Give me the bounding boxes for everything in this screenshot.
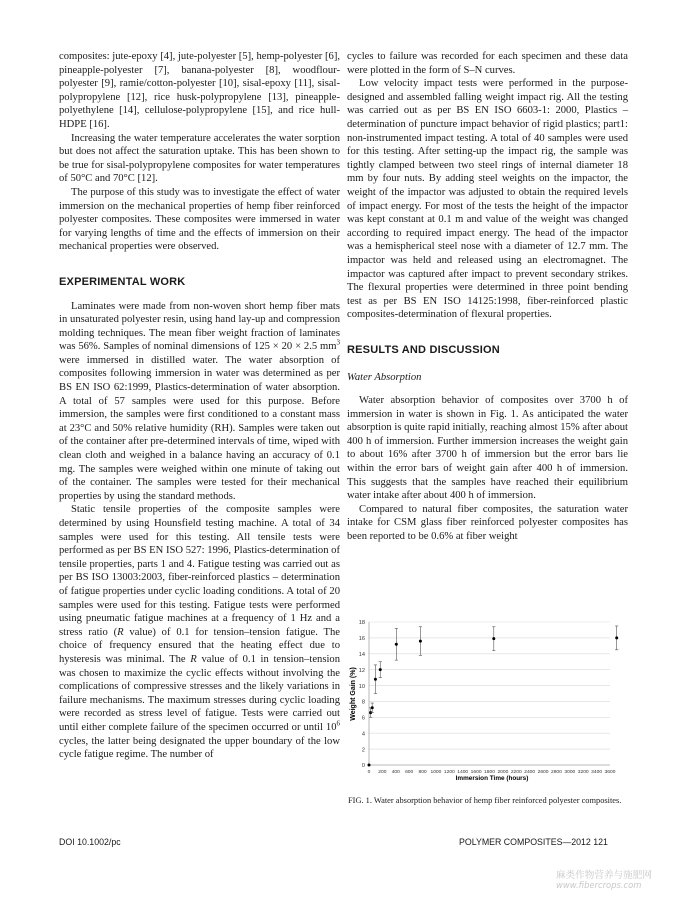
x-tick-label: 1800 [484,770,495,775]
x-tick-label: 1400 [457,770,469,775]
x-tick-label: 3400 [591,770,603,775]
x-tick-label: 3200 [577,770,589,775]
paragraph: Increasing the water temperature accelerates the water sorption but does not affect the saturation uptake. This has been shown to be true for sisal-polypropylene composites for water temperatures of 50°C and 70°C [12]. [59,132,340,185]
y-tick-label: 18 [358,620,365,627]
data-point [368,764,371,767]
footer-doi: DOI 10.1002/pc [59,837,121,847]
paragraph: Static tensile properties of the composite samples were determined by using Hounsfield testing machine. A total of 34 samples were used for this testing. All tensile tests were performed as per BS EN ISO 527: 1996, Plastics-determination of tensile properties, parts 1 and 4. Fatigue testing was carried out as per BS ISO 13003:2003, fiber-reinforced plastics – determination of fatigue properties under cyclic loading conditions. A total of 20 samples were used for this testing. Fatigue tests were performed using pneumatic fatigue machines at a frequency of 1 Hz and a stress ratio (R value) of 0.1 for tension–tension fatigue. The choice of frequency ensured that the heating effect due to hysteresis was minimal. The R value of 0.1 in tension–tension was chosen to maximize the cyclic effects without involving the complications of compressive stresses and the likely variations in failure mechanisms. The maximum stresses during cyclic loading were recorded as stress level of fatigue. Tests were carried out until either complete failure of the specimen occurred or until $10^6$ cycles, the latter being designated the upper boundary of the low cycle fatigue regime. The number of [59,504,340,761]
paragraph: composites: jute-epoxy [4], jute-polyester [5], hemp-polyester [6], pineapple-polyester [7], banana-polyester [8], woodflour-polyester [9], ramie/cotton-polyester [10], sisal-epoxy [11], sisal-polypropylene [12], rice husk-polypropylene [13], pineapple-polyethylene [14], cellulose-polypropylene [15], and rice hull-HDPE [16]. [59,51,340,130]
chart-axes [369,622,610,765]
x-tick-label: 2000 [497,770,509,775]
paragraph: Low velocity impact tests were performed in the purpose-designed and assembled falling weight impact rig. All the testing was carried out as per BS EN ISO 6603-1: 2000, Plastics – determination of puncture impact behavior of rigid plastics; part1: non-instrumented impact testing. A total of 40 samples were used for this testing. After setting-up the impact rig, the sample was tightly clamped between two steel rings of internal diameter 18 mm by four nuts. By adding steel weights on the impactor, the weight of the impactor was adjusted to obtain the required levels of impact energy. For most of the tests the height of the impactor was kept constant at 0.1 m and value of the weight was changed according to required impact energy. The head of the impactor was a hemispherical steel nose with a diameter of 12.7 mm. The impactor was held and released using an electromagnet. The impactor was captured after impact to prevent secondary strikes. The flexural properties were determined in three point bending test as per BS EN ISO 14125:1998, fiber-reinforced plastic composites-determination of flexural properties. [347,78,628,321]
x-tick-label: 400 [391,770,400,775]
x-tick-label: 800 [418,770,427,775]
x-axis-label: Immersion Time (hours) [455,775,529,782]
x-tick-label: 2800 [550,770,562,775]
paragraph: Laminates were made from non-woven short hemp fiber mats in unsaturated polyester resin, using hand lay-up and compression molding techniques. The mean fiber weight fraction of laminates was 56%. Samples of nominal dimensions of 125 × 20 × 2.5 $mm^3$ were immersed in distilled water. The water absorption of composites following immersion in water was determined as per BS EN ISO 62:1999, Plastics-determination of water absorption. A total of 57 samples were used for this purpose. Before immersion, the samples were first conditioned to a constant mass at 23°C and 50% relative humidity (RH). Samples were taken out of the container after pre-determined intervals of time, wiped with clean cloth and weighed in a balance having an accuracy of 0.1 mg. The samples were weighed within one minute of taking out of the container. The samples were tested for their mechanical properties by using the standard methods. [59,300,340,502]
data-point [371,706,374,709]
section-heading-experimental: EXPERIMENTAL WORK [59,275,186,288]
y-tick-label: 0 [361,763,365,770]
x-tick-label: 2600 [537,770,549,775]
y-tick-label: 14 [358,651,365,658]
water-absorption-chart [348,614,620,790]
footer-journal: POLYMER COMPOSITES—2012 121 [459,837,608,847]
x-tick-label: 2400 [524,770,536,775]
watermark-title: 麻类作物营养与施肥网 [556,870,652,881]
y-tick-labels [359,620,365,769]
left-column [59,50,340,762]
watermark-url: www.fibercrops.com [556,880,642,890]
right-column [347,50,628,544]
x-tick-label: 0 [367,770,371,775]
x-tick-label: 1600 [470,770,482,775]
paragraph: cycles to failure was recorded for each specimen and these data were plotted in the form of S–N curves. [347,51,628,76]
x-tick-label: 3000 [564,770,576,775]
x-tick-label: 1000 [430,770,442,775]
y-tick-label: 4 [361,731,365,738]
x-tick-label: 1200 [443,770,455,775]
y-tick-label: 10 [358,683,365,690]
data-point [492,637,495,640]
data-point [379,668,382,671]
x-tick-label: 600 [405,770,414,775]
section-heading-results: RESULTS AND DISCUSSION [347,343,500,356]
data-point [374,678,377,681]
data-point [419,640,422,643]
paragraph: Water absorption behavior of composites over 3700 h of immersion in water is shown in Fig. 1. As anticipated the water absorption is quite rapid initially, reaching almost 15% after about 400 h of immersion. Further immersion increases the weight gain to about 16% after 3700 h of immersion but the error bars lie within the error bars of weight gain after 400 h of immersion. This suggests that the samples have reached their equilibrium water intake after about 400 h of immersion. [347,395,628,502]
data-points [368,626,619,767]
data-point [615,636,618,639]
subsection-heading-water-absorption: Water Absorption [347,372,422,384]
y-tick-label: 8 [361,699,365,706]
x-tick-label: 200 [378,770,387,775]
chart-gridlines [369,622,610,765]
y-tick-label: 12 [358,667,365,674]
y-tick-label: 2 [361,747,365,754]
y-axis-label: Weight Gain (%) [350,667,357,721]
paragraph: The purpose of this study was to investigate the effect of water immersion on the mechanical properties of hemp fiber reinforced polyester composites. These composites were immersed in water for varying lengths of time and the effects of immersion on their mechanical properties were observed. [59,186,340,253]
y-tick-label: 16 [358,636,365,643]
paragraph: Compared to natural fiber composites, the saturation water intake for CSM glass fiber reinforced polyester composites has been reported to be 0.6% at fiber weight [347,503,628,542]
x-tick-label: 2200 [510,770,522,775]
x-tick-label: 3600 [604,770,616,775]
figure-caption: FIG. 1. Water absorption behavior of hemp fiber reinforced polyester composites. [348,796,622,805]
y-tick-label: 6 [361,715,365,722]
data-point [395,643,398,646]
